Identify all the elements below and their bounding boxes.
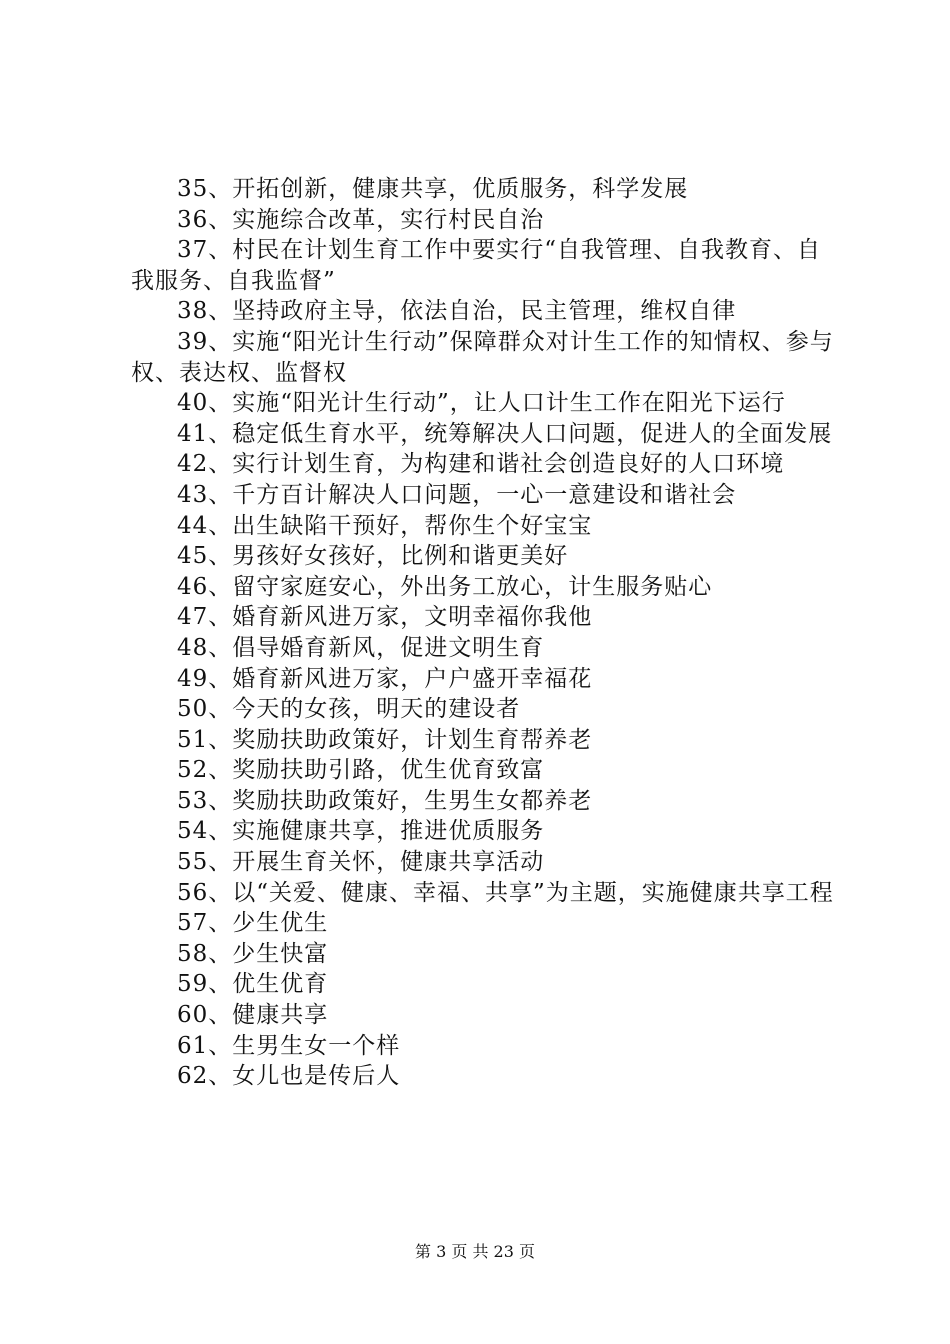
slogan-56: 56、以“关爱、健康、幸福、共享”为主题，实施健康共享工程 <box>177 879 834 906</box>
slogan-46: 46、留守家庭安心，外出务工放心，计生服务贴心 <box>177 573 713 600</box>
slogan-58: 58、少生快富 <box>177 940 329 967</box>
slogan-41: 41、稳定低生育水平，统筹解决人口问题，促进人的全面发展 <box>177 420 833 447</box>
slogan-38: 38、坚持政府主导，依法自治，民主管理，维权自律 <box>177 298 737 325</box>
slogan-62: 62、女儿也是传后人 <box>177 1063 401 1090</box>
slogan-52: 52、奖励扶助引路，优生优育致富 <box>177 757 545 784</box>
slogan-55: 55、开展生育关怀，健康共享活动 <box>177 849 545 876</box>
slogan-44: 44、出生缺陷干预好，帮你生个好宝宝 <box>177 512 593 539</box>
slogan-51: 51、奖励扶助政策好，计划生育帮养老 <box>177 726 593 753</box>
slogan-45: 45、男孩好女孩好，比例和谐更美好 <box>177 543 569 570</box>
slogan-36: 36、实施综合改革，实行村民自治 <box>177 206 545 233</box>
slogan-48: 48、倡导婚育新风，促进文明生育 <box>177 634 545 661</box>
slogan-50: 50、今天的女孩，明天的建设者 <box>177 696 521 723</box>
slogan-61: 61、生男生女一个样 <box>177 1032 401 1059</box>
slogan-53: 53、奖励扶助政策好，生男生女都养老 <box>177 787 593 814</box>
slogan-42: 42、实行计划生育，为构建和谐社会创造良好的人口环境 <box>177 451 785 478</box>
slogan-39: 39、实施“阳光计生行动”保障群众对计生工作的知情权、参与权、表达权、监督权 <box>131 328 834 386</box>
slogan-list <box>131 174 841 1092</box>
slogan-57: 57、少生优生 <box>177 910 329 937</box>
slogan-54: 54、实施健康共享，推进优质服务 <box>177 818 545 845</box>
slogan-37: 37、村民在计划生育工作中要实行“自我管理、自我教育、自我服务、自我监督” <box>131 237 822 294</box>
slogan-47: 47、婚育新风进万家，文明幸福你我他 <box>177 604 593 631</box>
slogan-59: 59、优生优育 <box>177 971 329 998</box>
page-footer: 第 3 页 共 23 页 <box>415 1242 535 1261</box>
slogan-49: 49、婚育新风进万家，户户盛开幸福花 <box>177 665 593 692</box>
slogan-43: 43、千方百计解决人口问题，一心一意建设和谐社会 <box>177 481 737 508</box>
slogan-35: 35、开拓创新，健康共享，优质服务，科学发展 <box>177 176 689 202</box>
slogan-40: 40、实施“阳光计生行动”，让人口计生工作在阳光下运行 <box>177 390 786 417</box>
slogan-60: 60、健康共享 <box>177 1002 329 1029</box>
